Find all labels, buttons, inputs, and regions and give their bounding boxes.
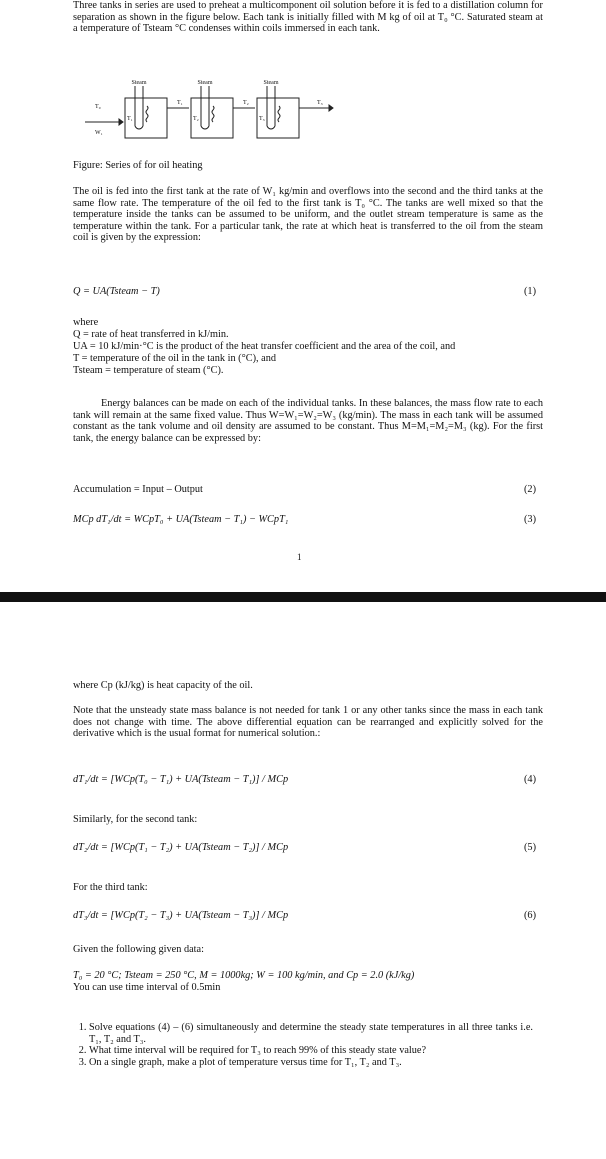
w1-label: W₁ — [95, 130, 103, 136]
equation-3: MCp dT₁/dt = WCpT₀ + UA(Tsteam − T₁) − WCpT₁ — [73, 514, 289, 525]
t1-tank-label: T₁ — [127, 116, 133, 122]
steam-label-2: Steam — [197, 80, 213, 86]
coil-wave-2 — [212, 106, 214, 122]
steam-label-3: Steam — [263, 80, 279, 86]
question-1: 1. Solve equations (4) – (6) simultaneously and determine the steady state temperatures in all three tanks i.e. T₁, T₂ and T₃. — [89, 1022, 533, 1045]
figure-caption: Figure: Series of for oil heating — [73, 160, 203, 171]
coil-wave-1 — [146, 106, 148, 122]
t2-tank-label: T₂ — [193, 116, 199, 122]
given-data-heading: Given the following given data: — [73, 944, 204, 955]
intro-paragraph: Three tanks in series are used to preheat a multicomponent oil solution before it is fed to a distillation column for separation as shown in the figure below. Each tank is initially filled with M kg of oil at T₀ °C. Saturated steam at a temperature of Tsteam °C condenses within coils immersed in each tank. — [73, 0, 543, 35]
cp-definition: where Cp (kJ/kg) is heat capacity of the oil. — [73, 680, 253, 691]
coil-3 — [267, 86, 275, 129]
equation-6-number: (6) — [524, 910, 537, 921]
page-separator — [0, 592, 606, 602]
coil-wave-3 — [278, 106, 280, 122]
t3-outer-label: T₃ — [317, 100, 323, 106]
t1-outer-label: T₁ — [177, 100, 183, 106]
document-page-2 — [0, 602, 606, 1159]
feed-arrow — [119, 119, 123, 125]
steam-label-1: Steam — [131, 80, 147, 86]
definition-ua: UA = 10 kJ/min·°C is the product of the heat transfer coefficient and the area of the coil, and — [73, 341, 456, 352]
definition-q: Q = rate of heat transferred in kJ/min. — [73, 329, 229, 340]
t0-label: T₀ — [95, 104, 101, 110]
third-tank-label: For the third tank: — [73, 882, 148, 893]
equation-1: Q = UA(Tsteam − T) — [73, 286, 160, 297]
equation-3-number: (3) — [524, 514, 537, 525]
t2-outer-label: T₂ — [243, 100, 249, 106]
equation-1-number: (1) — [524, 286, 537, 297]
equation-5-number: (5) — [524, 842, 537, 853]
note-paragraph: Note that the unsteady state mass balance is not needed for tank 1 or any other tanks since the mass in each tank does not change with time. The above differential equation can be rearranged and explicitly solved for the derivative which is the usual format for numerical solution.: — [73, 705, 543, 740]
time-interval-note: You can use time interval of 0.5min — [73, 982, 221, 993]
where-label: where — [73, 317, 99, 328]
question-2: 2. What time interval will be required for T₃ to reach 99% of this steady state value? — [89, 1045, 533, 1057]
equation-2-number: (2) — [524, 484, 537, 495]
paragraph-2: Energy balances can be made on each of the individual tanks. In these balances, the mass flow rate to each tank will remain at the same fixed value. Thus W=W₁=W₂=W₃ (kg/min). The mass in each tank will be assumed constant as the tank volume and oil density are assumed to be constant. Thus M=M₁=M₂=M₃ (kg). For the first tank, the energy balance can be expressed by: — [73, 398, 543, 444]
definition-t: T = temperature of the oil in the tank in (°C), and — [73, 353, 277, 364]
coil-2 — [201, 86, 209, 129]
equation-4: dT₁/dt = [WCp(T₀ − T₁) + UA(Tsteam − T₁)] / MCp — [73, 774, 289, 785]
equation-6: dT₃/dt = [WCp(T₂ − T₃) + UA(Tsteam − T₃)] / MCp — [73, 910, 289, 921]
page-number: 1 — [297, 552, 302, 562]
equation-4-number: (4) — [524, 774, 537, 785]
questions-list — [73, 1022, 533, 1068]
second-tank-label: Similarly, for the second tank: — [73, 814, 198, 825]
equation-5: dT₂/dt = [WCp(T₁ − T₂) + UA(Tsteam − T₂)] / MCp — [73, 842, 289, 853]
t3-tank-label: T₃ — [259, 116, 265, 122]
definition-tsteam: Tsteam = temperature of steam (°C). — [73, 365, 224, 376]
equation-2: Accumulation = Input – Output — [73, 484, 203, 495]
tank-series-figure — [85, 78, 345, 150]
outlet-arrow — [329, 105, 333, 111]
paragraph-1: The oil is fed into the first tank at the rate of W₁ kg/min and overflows into the second and the third tanks at the same flow rate. The temperature of the oil fed to the first tank is T₀ °C. The tanks are well mixed so that the temperature inside the tanks can be assumed to be uniform, and the outlet stream temperature is same as the temperature within the tank. For a particular tank, the rate at which heat is transferred to the oil from the steam coil is given by the expression: — [73, 186, 543, 244]
coil-1 — [135, 86, 143, 129]
question-3: 3. On a single graph, make a plot of temperature versus time for T₁, T₂ and T₃. — [89, 1057, 533, 1069]
given-data-values: T₀ = 20 °C; Tsteam = 250 °C, M = 1000kg; W = 100 kg/min, and Cp = 2.0 (kJ/kg) — [73, 970, 415, 981]
